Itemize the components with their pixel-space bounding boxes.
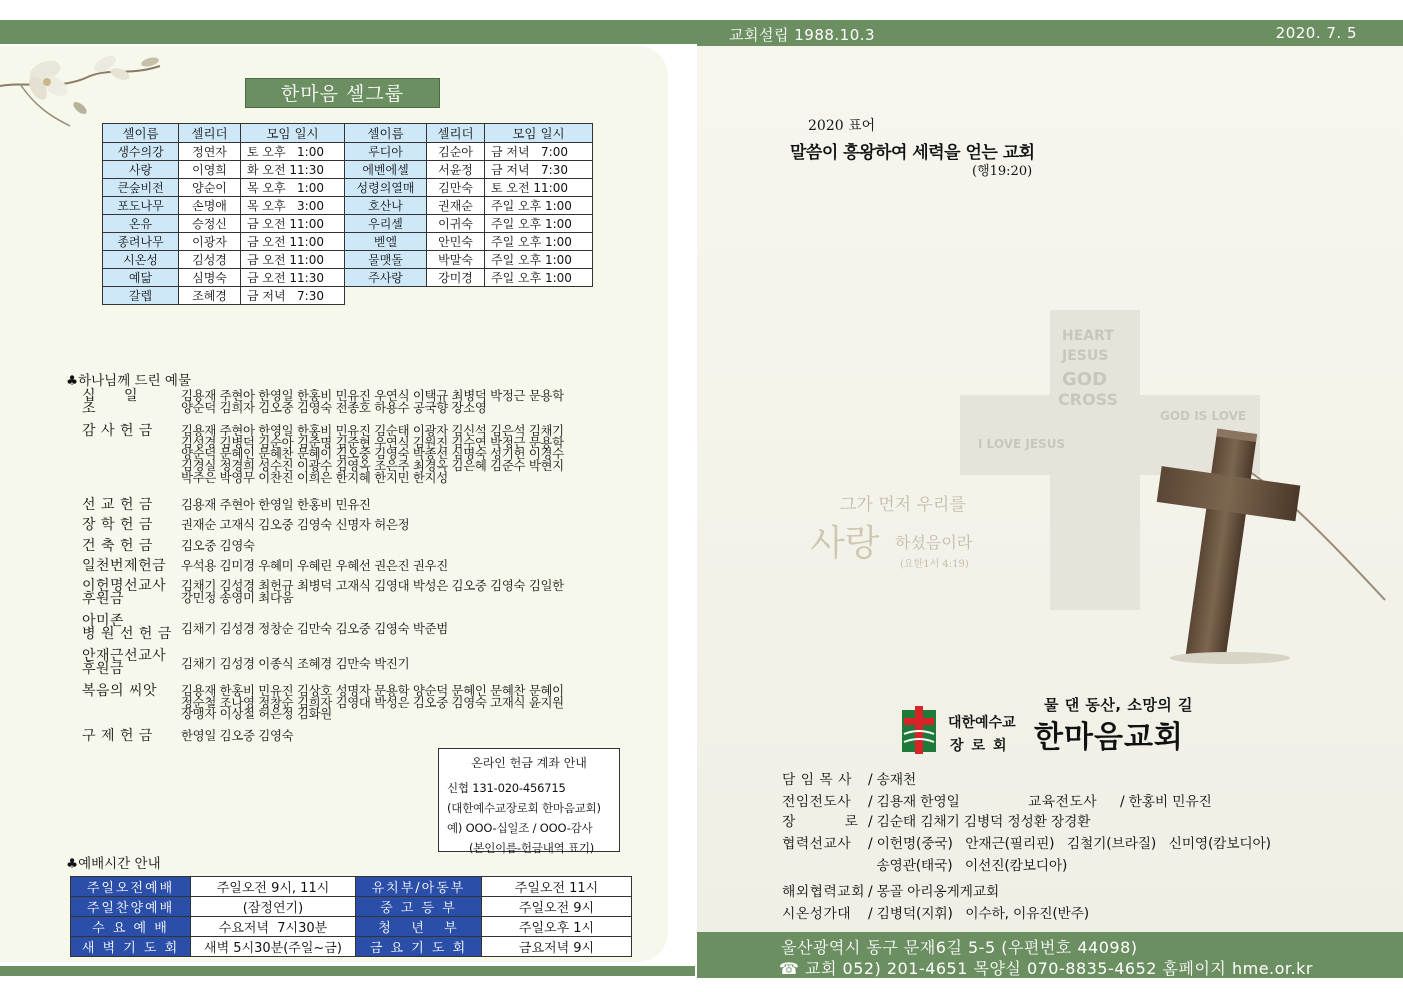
table-cell: 청 년 부: [356, 917, 482, 937]
table-row: [71, 877, 632, 897]
table-cell: 루디아: [345, 143, 427, 161]
table-cell: 심명숙: [179, 269, 241, 287]
table-cell: 새벽 5시30분(주일~금): [191, 937, 356, 957]
table-cell: 중 고 등 부: [356, 897, 482, 917]
staff-names: / 김순태 김채기 김병덕 정성환 장경환: [868, 814, 1091, 830]
table-cell: [427, 287, 485, 305]
bulletin-date: 2020. 7. 5: [1275, 24, 1357, 42]
table-cell: 수 요 예 배: [71, 917, 191, 937]
staff-names: / 김병덕(지휘) 이수하, 이유진(반주): [868, 906, 1089, 922]
table-row: [71, 897, 632, 917]
offering-label: 이헌명선교사 후원금: [82, 578, 167, 607]
church-slogan: 물 댄 동산, 소망의 길: [1044, 696, 1194, 714]
table-cell: 주일오전예배: [71, 877, 191, 897]
table-cell: 김순아: [427, 143, 485, 161]
table-cell: 유치부/아동부: [356, 877, 482, 897]
table-header-row: [103, 124, 593, 143]
established-date: 교회설립 1988.10.3: [729, 26, 876, 44]
table-cell: 물맷돌: [345, 251, 427, 269]
table-cell: 주일오전 11시: [482, 877, 632, 897]
account-holder: (대한예수교장로회 한마음교회): [447, 801, 601, 815]
cell-group-table: [102, 123, 593, 305]
table-cell: 사랑: [103, 161, 179, 179]
table-cell: 이영희: [179, 161, 241, 179]
offering-names: 우석용 김미경 우혜미 우혜린 우혜선 권은진 권우진: [181, 558, 448, 573]
staff-names: 송영관(태국) 이선진(캄보디아): [868, 858, 1068, 874]
offering-label: 건 축 헌 금: [82, 538, 153, 554]
top-bar-left: [0, 20, 697, 44]
art-word: HEART: [1062, 328, 1114, 344]
table-cell: 손명애: [179, 197, 241, 215]
table-cell: 주사랑: [345, 269, 427, 287]
offering-names: 김용재 주현아 한영일 한홍비 민유진 우연식 이택규 최병덕 박정근 문용학 양순덕 김희자 김오중 김영숙 전종호 하용수 공국향 장소영: [181, 388, 564, 415]
art-word: GOD: [1062, 369, 1108, 390]
denomination-line2: 장로회: [950, 738, 1015, 754]
account-bank: 신협 131-020-456715: [447, 781, 566, 795]
table-row: [103, 197, 593, 215]
column-header: 셀이름: [345, 124, 427, 143]
table-cell: 토 오전 11:00: [485, 179, 593, 197]
table-cell: 예닮: [103, 269, 179, 287]
table-cell: [345, 287, 427, 305]
staff-names: / 이헌명(중국) 안재근(필리핀) 김철기(브라질) 신미영(캄보디아): [868, 836, 1271, 852]
church-phone: ☎ 교회 052) 201-4651 목양실 070-8835-4652 홈페이지 hme.or.kr: [779, 959, 1313, 978]
staff-role: 해외협력교회: [782, 884, 865, 900]
calligraphy-line3: 하셨음이라: [895, 533, 973, 552]
art-word: CROSS: [1058, 390, 1118, 409]
staff-missionaries: [782, 832, 1271, 852]
worship-schedule-table: [70, 876, 632, 957]
table-cell: 금 저녁 7:00: [485, 143, 593, 161]
offering-names: 김용재 주현아 한영일 한홍비 민유진 김순태 이광자 김신석 김은석 김채기 김성경 김병덕 김순아 김준명 김준현 우연식 김원진 김수연 박정근 문용학 양순덕 문혜인 문혜찬 문혜이 김오중 김영숙 박종선 심명숙 성기헌 이경수 김경실 정경희 성수진 이광수 김영옥 조은주 최경옥 김은혜 김준수 박현지 박주은 박영무 이찬진 이희은 한지혜 한지민 한지성: [181, 423, 564, 485]
cell-group-title: 한마음 셀그룹: [245, 78, 440, 108]
staff-elders: [782, 810, 1090, 830]
table-cell: 토 오후 1:00: [241, 143, 345, 161]
motto-text: 말씀이 흥왕하여 세력을 얻는 교회: [790, 143, 1035, 163]
table-cell: 양순이: [179, 179, 241, 197]
offering-label: 십 일 조: [82, 388, 150, 417]
staff-role: 장 로: [782, 814, 859, 830]
column-header: 셀리더: [427, 124, 485, 143]
table-cell: 주일 오후 1:00: [485, 215, 593, 233]
table-cell: 정연자: [179, 143, 241, 161]
table-cell: 목 오후 1:00: [241, 179, 345, 197]
offering-label: 선 교 헌 금: [82, 497, 153, 513]
staff-role-2: 교육전도사: [1027, 794, 1098, 810]
church-logo-icon: [898, 704, 940, 756]
table-cell: 금 요 기 도 회: [356, 937, 482, 957]
staff-partner-church: [782, 880, 999, 900]
offering-label: 구 제 헌 금: [82, 728, 153, 744]
worship-title: ♣예배시간 안내: [66, 856, 161, 872]
offering-names: 한영일 김오중 김영숙: [181, 728, 294, 743]
motto-reference: (행19:20): [972, 164, 1033, 179]
table-row: [103, 233, 593, 251]
table-cell: 주일찬양예배: [71, 897, 191, 917]
table-row: [103, 287, 593, 305]
offering-label: 아미존 병 원 선 헌 금: [82, 613, 172, 642]
table-cell: 이귀숙: [427, 215, 485, 233]
table-cell: 주일오후 1시: [482, 917, 632, 937]
art-word: JESUS: [1062, 348, 1109, 364]
table-cell: 새 벽 기 도 회: [71, 937, 191, 957]
staff-evangelists: [782, 790, 1212, 810]
account-note: (본인이름-헌금내역 표기): [469, 841, 595, 855]
table-cell: 주일오전 9시: [482, 897, 632, 917]
table-cell: 금요저녁 9시: [482, 937, 632, 957]
staff-names: / 송재천: [868, 772, 917, 788]
table-cell: 호산나: [345, 197, 427, 215]
table-row: [103, 215, 593, 233]
table-row: [71, 917, 632, 937]
table-cell: 에벤에셀: [345, 161, 427, 179]
table-cell: 갈렙: [103, 287, 179, 305]
table-cell: 목 오후 3:00: [241, 197, 345, 215]
art-word: I LOVE JESUS: [978, 437, 1066, 451]
table-cell: 우리셀: [345, 215, 427, 233]
offering-names: 권재순 고재식 김오중 김영숙 신명자 허은정: [181, 517, 410, 532]
table-cell: 생수의강: [103, 143, 179, 161]
table-cell: 종려나무: [103, 233, 179, 251]
table-cell: 포도나무: [103, 197, 179, 215]
table-cell: 서윤정: [427, 161, 485, 179]
church-address: 울산광역시 동구 문재6길 5-5 (우편번호 44098): [781, 938, 1138, 957]
table-cell: 벧엘: [345, 233, 427, 251]
offering-names: 김용재 주현아 한영일 한홍비 민유진: [181, 497, 371, 512]
staff-role: 시온성가대: [782, 906, 852, 922]
online-account-box: [438, 748, 620, 855]
staff-missionaries-cont: [782, 854, 1067, 874]
staff-names: / 김용재 한영일: [868, 794, 960, 810]
offerings-title: ♣하나님께 드린 예물: [66, 373, 192, 389]
calligraphy-line1: 그가 먼저 우리를: [840, 495, 966, 515]
table-cell: 수요저녁 7시30분: [191, 917, 356, 937]
table-row: [103, 251, 593, 269]
table-cell: 조혜경: [179, 287, 241, 305]
table-cell: 승정신: [179, 215, 241, 233]
art-word: GOD IS LOVE: [1160, 409, 1247, 423]
offering-label: 장 학 헌 금: [82, 517, 153, 533]
table-row: [103, 269, 593, 287]
table-row: [103, 143, 593, 161]
table-row: [103, 179, 593, 197]
bottom-bar-left: [0, 966, 695, 976]
column-header: 셀이름: [103, 124, 179, 143]
table-cell: 성령의열매: [345, 179, 427, 197]
table-cell: 안민숙: [427, 233, 485, 251]
staff-role: 전임전도사: [782, 794, 852, 810]
table-cell: 시온성: [103, 251, 179, 269]
table-cell: 주일 오후 1:00: [485, 251, 593, 269]
table-cell: 주일 오후 1:00: [485, 269, 593, 287]
staff-senior-pastor: [782, 768, 916, 788]
table-cell: 금 오전 11:00: [241, 233, 345, 251]
staff-names: / 몽골 아리옹게게교회: [868, 884, 999, 900]
table-cell: 김성경: [179, 251, 241, 269]
offering-label: 복음의 씨앗: [82, 683, 158, 699]
offering-names: 김용재 한홍비 민유진 김상호 성명자 문용학 양순덕 문혜인 문혜찬 문혜이 정순철 조나영 정창순 김희자 김영대 박성은 김오중 김영숙 고재식 윤지원 장맹자 이상철 허은정 김화원: [181, 683, 564, 722]
offering-names: 김오중 김영숙: [181, 538, 255, 553]
top-bar-right: [697, 20, 1403, 46]
offering-names: 김채기 김성경 최헌규 최병덕 고재식 김영대 박성은 김오중 김영숙 김일한 강민정 송영미 최다움: [181, 578, 564, 605]
table-cell: 주일 오후 1:00: [485, 233, 593, 251]
table-cell: 주일 오후 1:00: [485, 197, 593, 215]
motto-year: 2020 표어: [808, 118, 876, 134]
footer-bar: [697, 932, 1403, 978]
table-cell: (잠정연기): [191, 897, 356, 917]
table-row: [103, 161, 593, 179]
account-example: 예) OOO-십일조 / OOO-감사: [447, 821, 593, 835]
staff-role: 협력선교사: [782, 836, 852, 852]
table-cell: 강미경: [427, 269, 485, 287]
table-cell: 온유: [103, 215, 179, 233]
table-cell: 김만숙: [427, 179, 485, 197]
column-header: 모임 일시: [485, 124, 593, 143]
staff-choir: [782, 902, 1089, 922]
table-cell: [485, 287, 593, 305]
table-cell: 권재순: [427, 197, 485, 215]
table-cell: 이광자: [179, 233, 241, 251]
table-cell: 큰숲비전: [103, 179, 179, 197]
offering-label: 감 사 헌 금: [82, 423, 153, 439]
table-cell: 금 저녁 7:30: [485, 161, 593, 179]
offering-names: 김채기 김성경 정창순 김만숙 김오중 김영숙 박준범: [181, 621, 448, 636]
table-cell: 주일오전 9시, 11시: [191, 877, 356, 897]
table-cell: 금 오전 11:00: [241, 215, 345, 233]
column-header: 셀리더: [179, 124, 241, 143]
column-header: 모임 일시: [241, 124, 345, 143]
offering-label: 안재근선교사 후원금: [82, 648, 167, 677]
staff-role: 담 임 목 사: [782, 772, 852, 788]
calligraphy-line2: 사랑: [810, 523, 880, 564]
table-cell: 금 저녁 7:30: [241, 287, 345, 305]
offering-names: 김채기 김성경 이종식 조혜경 김만숙 박진기: [181, 656, 410, 671]
account-title: 온라인 헌금 계좌 안내: [471, 756, 587, 770]
calligraphy-ref: (요한1서 4:19): [900, 559, 969, 570]
table-cell: 금 오전 11:00: [241, 251, 345, 269]
cross-artwork-icon: [800, 300, 1390, 670]
table-cell: 금 오전 11:30: [241, 269, 345, 287]
denomination-line1: 대한예수교: [948, 715, 1016, 731]
offering-label: 일천번제헌금: [82, 558, 167, 574]
staff-names-2: / 한홍비 민유진: [1119, 794, 1212, 810]
church-name: 한마음교회: [1034, 720, 1184, 755]
table-cell: 화 오전 11:30: [241, 161, 345, 179]
table-cell: 박말숙: [427, 251, 485, 269]
table-row: [71, 937, 632, 957]
